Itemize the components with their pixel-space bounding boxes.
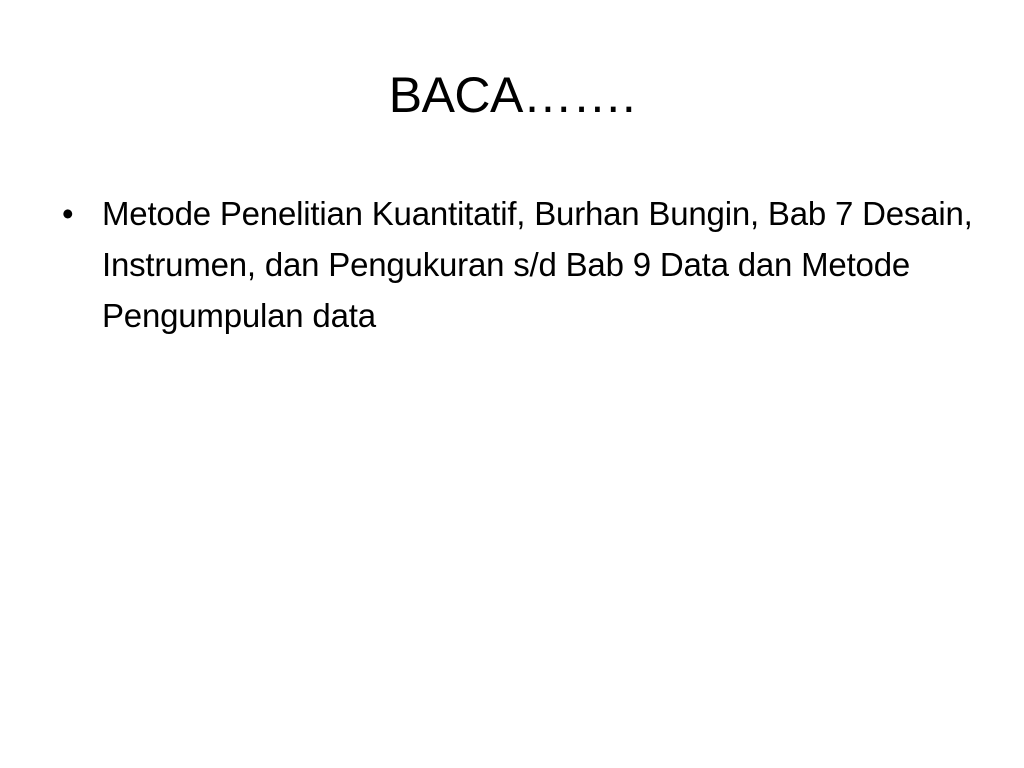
bullet-item — [62, 188, 982, 341]
slide-title: BACA……. — [388, 67, 636, 123]
bullet-marker-icon: • — [62, 195, 74, 232]
bullet-text: Metode Penelitian Kuantitatif, Burhan Bungin, Bab 7 Desain, Instrumen, dan Pengukuran s/d Bab 9 Data dan Metode Pengumpulan data — [102, 195, 973, 334]
bullet-list — [62, 188, 982, 341]
